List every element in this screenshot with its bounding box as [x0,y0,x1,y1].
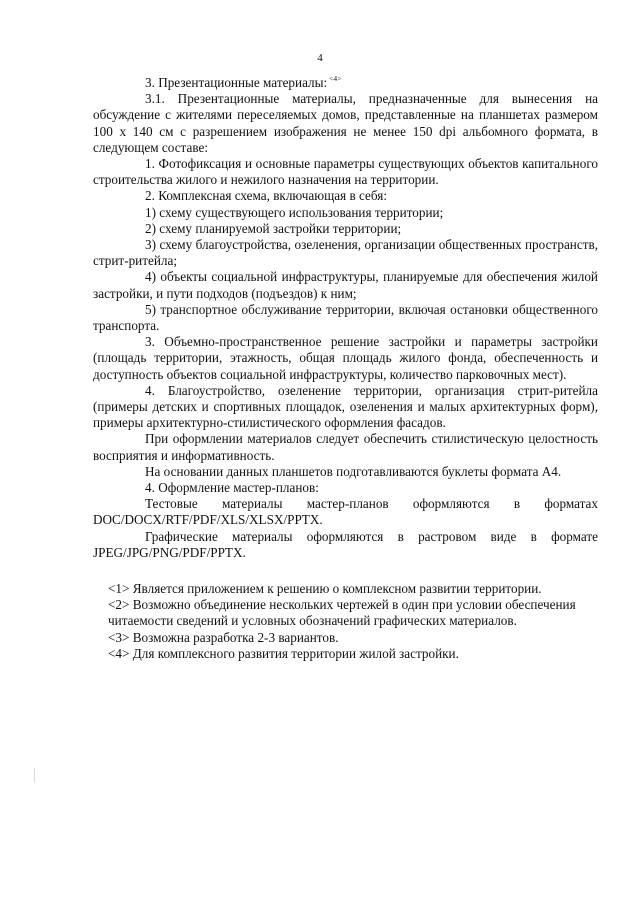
page-number: 4 [317,52,323,64]
item-1: 1. Фотофиксация и основные параметры существующих объектов капитального строительства жилого и нежилого назначения на территории. [93,156,598,188]
item-2: 2. Комплексная схема, включающая в себя: [145,188,387,204]
section-4-title: 4. Оформление мастер-планов: [145,480,319,496]
sub-item-1: 1) схему существующего использования территории; [145,204,444,220]
scan-artifact [34,768,35,782]
footnote-2: <2> Возможно объединение нескольких чертежей в один при условии обеспечения читаемости сведений и условных обозначений графических материалов. [108,597,576,629]
footnote-3: <3> Возможна разработка 2-3 вариантов. [108,629,339,645]
item-4: 4. Благоустройство, озеленение территории, организация стрит-ритейла (примеры детских и спортивных площадок, озеленения и малых архитектурных форм), примеры архитектурно-стилистического оформления фасадов. [93,382,598,431]
section-3-heading [93,71,598,91]
footnote-marker-4: <4> [329,74,342,83]
paragraph-text-formats: Тестовые материалы мастер-планов оформляются в форматах DOC/DOCX/RTF/PDF/XLS/XLSX/PPTX. [93,496,598,528]
paragraph-graphic-formats: Графические материалы оформляются в растровом виде в формате JPEG/JPG/PNG/PDF/PPTX. [93,528,598,560]
sub-item-4: 4) объекты социальной инфраструктуры, планируемые для обеспечения жилой застройки, и пути подходов (подъездов) к ним; [93,269,598,301]
sub-item-5: 5) транспортное обслуживание территории, включая остановки общественного транспорта. [93,301,598,334]
footnote-1: <1> Является приложением к решению о комплексном развитии территории. [108,581,542,596]
footnotes [108,581,598,662]
sub-item-2: 2) схему планируемой застройки территории; [145,220,402,236]
footnote-4: <4> Для комплексного развития территории жилой застройки. [108,645,459,661]
section-3-title: 3. Презентационные материалы: [145,75,328,90]
paragraph-3-1: 3.1. Презентационные материалы, предназначенные для вынесения на обсуждение с жителями переселяемых домов, представленные на планшетах размером 100 x 140 см с разрешением изображения не менее 150 dpi альбомного формата, в следующем составе: [93,91,598,155]
paragraph-style: При оформлении материалов следует обеспечить стилистическую целостность восприятия и информативность. [93,431,598,463]
sub-item-3: 3) схему благоустройства, озеленения, организации общественных пространств, стрит-ритейла; [93,237,598,269]
item-3: 3. Объемно-пространственное решение застройки и параметры застройки (площадь территории, этажность, общая площадь жилого фонда, обеспеченность и доступность объектов социальной инфраструктуры, количество парковочных мест). [93,334,598,382]
main-content [93,71,598,561]
paragraph-booklets: На основании данных планшетов подготавливаются буклеты формата А4. [145,463,562,479]
